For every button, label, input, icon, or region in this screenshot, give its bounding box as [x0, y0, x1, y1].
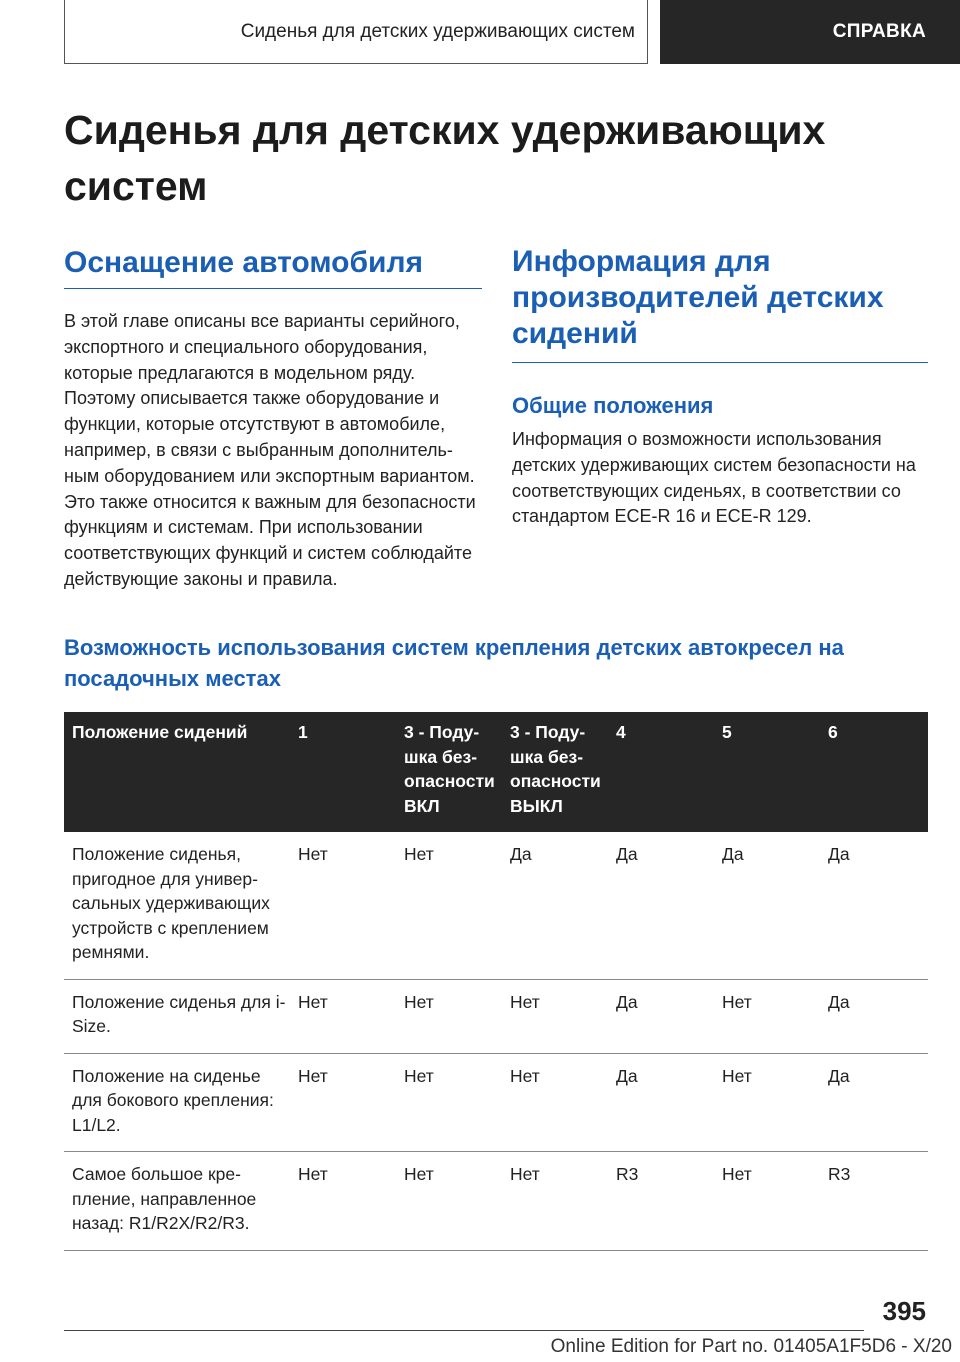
table-cell: Да — [608, 1053, 714, 1152]
table-cell: Нет — [396, 832, 502, 979]
info-subheading: Общие положения — [512, 393, 714, 418]
table-cell: Положение сиденья, пригодное для универсальных удерживающих устройств с креплением ремнями. — [64, 832, 290, 979]
equipment-text: В этой главе описаны все варианты серийного, экспортного и специального оборудования, которые предлагаются в модельном ряду. Поэтому описывается также оборудование и функции, которые отсутствуют в автомобиле, например, в связи с выбранным дополнительным оборудованием или экспортным вариантом. Это также относится к важным для безопасности функциям и системам. При использовании соответствующих функций и систем соблюдайте действующие законы и правила. — [64, 311, 476, 589]
table-cell: Да — [502, 832, 608, 979]
table-cell: Да — [608, 979, 714, 1053]
table-section-heading: Возможность использования систем крепления детских автокресел на посадочных местах — [64, 635, 844, 691]
table-cell: Положение сиденья для i-Size. — [64, 979, 290, 1053]
table-header-cell: 3 - Подушка безопасности ВЫКЛ — [502, 712, 608, 832]
table-cell: Нет — [714, 1053, 820, 1152]
table-cell: Нет — [290, 832, 396, 979]
table-cell: R3 — [820, 1152, 928, 1251]
table-cell: R3 — [608, 1152, 714, 1251]
table-row — [64, 832, 928, 979]
table-cell: Нет — [290, 979, 396, 1053]
table-cell: Самое большое крепление, направленное назад: R1/R2X/R2/R3. — [64, 1152, 290, 1251]
table-cell: Да — [608, 832, 714, 979]
info-text: Информация о возможности использования детских удерживающих систем безопасности на соответствующих сиденьях, в соответствии со стандартом ECE-R 16 и ECE-R 129. — [512, 429, 916, 527]
seat-positions-table — [64, 712, 928, 1251]
page-number: 395 — [882, 1296, 926, 1326]
table-header-cell: 4 — [608, 712, 714, 832]
table-cell: Нет — [396, 979, 502, 1053]
header-section-title: Сиденья для детских удерживающих систем — [64, 0, 648, 64]
table-cell: Нет — [502, 1152, 608, 1251]
table-cell: Нет — [502, 979, 608, 1053]
page-title: Сиденья для детских удерживающих систем — [64, 107, 826, 209]
table-cell: Нет — [290, 1053, 396, 1152]
table-row — [64, 1053, 928, 1152]
table-header-row — [64, 712, 928, 832]
table-header-cell: 3 - Подушка безопасности ВКЛ — [396, 712, 502, 832]
table-header-cell: 6 — [820, 712, 928, 832]
table-cell: Да — [714, 832, 820, 979]
table-header-cell: 1 — [290, 712, 396, 832]
equipment-heading: Оснащение автомобиля — [64, 244, 482, 289]
section-manufacturer-info — [512, 244, 928, 530]
table-cell: Нет — [714, 979, 820, 1053]
table-row — [64, 979, 928, 1053]
info-heading: Информация для производителей детских сидений — [512, 244, 928, 363]
table-cell: Нет — [502, 1053, 608, 1152]
table-row — [64, 1152, 928, 1251]
table-cell: Положение на сиденье для бокового крепления: L1/L2. — [64, 1053, 290, 1152]
table-cell: Да — [820, 1053, 928, 1152]
header-chapter-tab[interactable]: СПРАВКА — [660, 0, 960, 64]
table-cell: Да — [820, 979, 928, 1053]
table-cell: Нет — [396, 1152, 502, 1251]
table-header-cell: 5 — [714, 712, 820, 832]
table-cell: Да — [820, 832, 928, 979]
table-cell: Нет — [396, 1053, 502, 1152]
table-header-cell: Положение сидений — [64, 712, 290, 832]
footer-divider — [64, 1330, 864, 1331]
table-cell: Нет — [290, 1152, 396, 1251]
table-cell: Нет — [714, 1152, 820, 1251]
section-equipment — [64, 244, 482, 593]
footer-edition: Online Edition for Part no. 01405A1F5D6 - X/20 — [550, 1336, 952, 1357]
